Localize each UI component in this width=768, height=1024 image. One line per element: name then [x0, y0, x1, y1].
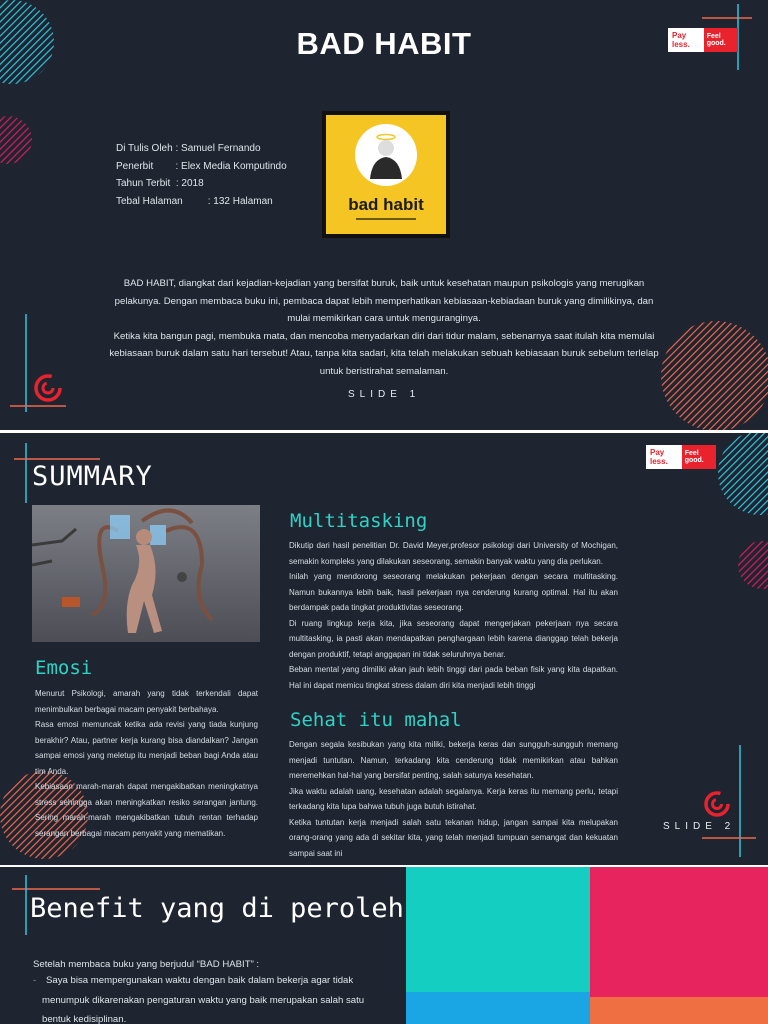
blue-block [406, 992, 590, 1024]
description-line: kebiasaan buruk dalam satu hari tersebut! Atau, tanpa kita sadari, kita telah melakukan sebuah kebiasaan buruk sebelum terlelap [109, 348, 659, 359]
multitasking-paragraph: Dikutip dari hasil penelitian Dr. David Meyer,profesor psikologi dari University of Mochigan, semakin kompleks yang dilakukan seseorang, semakin banyak waktu yang dia perlukan. [289, 541, 618, 566]
brand-logo [646, 445, 716, 469]
logo-text-right: Feel good. [682, 445, 716, 469]
benefit-bullet [42, 971, 382, 1024]
sehat-paragraph: Dengan segala kesibukan yang kita miliki, bekerja keras dan sungguh-sungguh memang menjadi tuntutan. Namun, terkadang kita cenderung tidak memikirkan atau bahkan meremehkan hal-hal yang bersifat penting, salah satunya kesehatan. [289, 740, 618, 780]
pink-block [590, 867, 768, 997]
emosi-text [35, 686, 258, 841]
emosi-paragraph: Kebiasaan marah-marah dapat mengakibatkan meningkatnya stress sehingga akan meningkatkan resiko serangan jantung. Sering marah-marah mengakibatkan tubuh rentan terhadap serangan berbagai macam penyakit yang mematikan. [35, 782, 258, 838]
meta-year: Tahun Terbit : 2018 [116, 178, 204, 189]
description-line: pelakunya. Dengan membaca buku ini, pembaca dapat lebih memperhatikan kebiasaan-kebiadaan buruk yang dimilikinya, dan [114, 295, 654, 307]
bullet-line: menumpuk dikarenakan pengaturan waktu yang baik merupakan salah satu [42, 994, 365, 1006]
slide-number-2: SLIDE 2 [663, 821, 736, 832]
benefit-intro: Setelah membaca buku yang berjudul “BAD HABIT” : [33, 959, 260, 970]
description-line: untuk beristirahat semalaman. [319, 365, 449, 377]
brand-symbol-icon [32, 372, 64, 404]
sehat-paragraph: Ketika tuntutan kerja menjadi salah satu tekanan hidup, jangan sampai kita melupakan orang-orang yang ada di sekitar kita, yang telah menjadi tumpuan semangat dan kekuatan sampai saat ini [289, 817, 618, 858]
emosi-paragraph: Rasa emosi memuncak ketika ada revisi yang tiada kunjung berakhir? Atau, partner kerja kurang bisa diandalkan? Jangan sampai emosi yang meletup itu menjadi beban bagi Anda atau tim Anda. [35, 720, 258, 776]
slide-2 [0, 433, 768, 865]
book-cover-bg [326, 115, 446, 234]
logo-text-left: Pay less. [650, 448, 668, 466]
orange-hatched-circle [661, 321, 768, 430]
book-cover-title: bad habit [348, 195, 424, 214]
sehat-heading: Sehat itu mahal [290, 709, 468, 731]
description-line: mulai memikirkan cara untuk menguranginya. [287, 313, 481, 324]
multitasking-text [289, 538, 618, 708]
orange-block [590, 997, 768, 1024]
description-line: Ketika kita bangun pagi, membuka mata, dan mencoba menyadarkan diri dari tidur malam, sebenarnya saat itulah kita memulai [113, 330, 655, 342]
book-meta [116, 140, 287, 210]
monk-figure-icon [354, 123, 418, 187]
book-cover [322, 111, 450, 238]
multitasking-paragraph: Beban mental yang dimiliki akan jauh lebih tinggi dari pada beban fisik yang kita dapatkan. Hal ini dapat memicu tingkat stress dalam diri kita menjadi lebih tinggi [289, 665, 618, 690]
sehat-paragraph: Jika waktu adalah uang, kesehatan adalah segalanya. Kerja keras itu memang perlu, tetapi terkadang kita lupa bahwa tubuh juga butuh istirahat. [289, 786, 618, 811]
benefit-title: Benefit yang di peroleh [30, 893, 404, 924]
pink-hatched-circle [738, 541, 768, 589]
meta-pages: Tebal Halaman : 132 Halaman [116, 195, 273, 207]
multitasking-illustration [32, 505, 260, 642]
logo-text-left: Pay less. [672, 31, 690, 49]
description-line: BAD HABIT, diangkat dari kejadian-kejadian yang bersifat buruk, baik untuk kesehatan maupun psikologis yang merugikan [123, 278, 645, 289]
page-title: BAD HABIT [296, 26, 472, 61]
emosi-heading: Emosi [35, 657, 93, 679]
multitasking-heading: Multitasking [290, 510, 428, 532]
slide-3 [0, 867, 768, 1024]
slide-number-1: SLIDE 1 [348, 389, 421, 400]
summary-title: SUMMARY [32, 461, 153, 492]
bullet-line: bentuk kedisiplinan. [42, 1014, 127, 1024]
bullet-marker: - [33, 975, 37, 986]
bullet-line: Saya bisa mempergunakan waktu dengan baik dalam bekerja agar tidak [46, 975, 354, 986]
meta-author: Di Tulis Oleh : Samuel Fernando [116, 143, 261, 154]
blue-hatched-circle [718, 433, 768, 515]
brand-logo [668, 28, 738, 52]
logo-text-right: Feel good. [704, 28, 738, 52]
teal-block [406, 867, 590, 992]
book-cover-subtitle-line [356, 218, 416, 220]
multitasking-paragraph: Di ruang lingkup kerja kita, jika seseorang dapat mengerjakan pekerjaan nya secara multitasking, ia pasti akan mendapatkan penghargaan lebih karena dianggap telah bekerja dengan produktif, tetapi anggapan ini tidak seluruhnya benar. [289, 618, 618, 659]
multitasking-paragraph: Inilah yang mendorong seseorang melakukan pekerjaan dengan secara multitasking. Namun bukannya lebih baik, hasil pekerjaan nya cenderung kurang optimal. Hal itu akan berdampak pada tingkat produktivitas seseorang. [289, 572, 618, 612]
meta-publisher: Penerbit : Elex Media Komputindo [116, 160, 287, 172]
slide-1 [0, 0, 768, 430]
emosi-paragraph: Menurut Psikologi, amarah yang tidak terkendali dapat menimbulkan berbagai macam penyakit berbahaya. [35, 689, 258, 714]
sehat-text [289, 737, 618, 861]
pink-hatched-circle [0, 116, 32, 164]
book-description [100, 275, 668, 380]
brand-symbol-icon [702, 789, 732, 819]
